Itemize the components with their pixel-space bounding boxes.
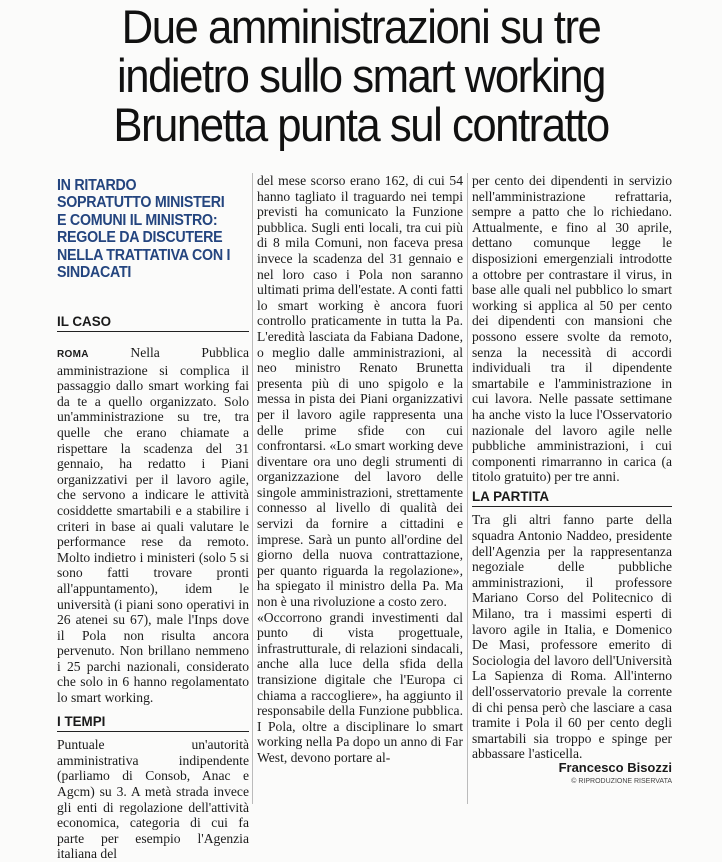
- section-heading-il-caso: IL CASO: [57, 314, 249, 332]
- article-column-3: [472, 173, 672, 760]
- section-heading-la-partita: LA PARTITA: [472, 489, 672, 508]
- article-paragraph: del mese scorso erano 162, di cui 54 hanno tagliato il traguardo nei tempi previsti ha comunicato la Funzione pubblica. Sugli enti locali, tra cui più di 8 mila Comuni, non faceva presa invece la scadenza del 31 gennaio e nel loro caso i Pola non saranno ultimati prima dell'estate. A conti fatti lo smart working è ancora fuori controllo praticamente in tutta la Pa. L'eredità lasciata da Fabiana Dadone, o meglio dalle amministrazioni, al neo ministro Renato Brunetta presenta più di uno spigolo e la messa in pista dei Piani organizzativi per il lavoro agile rappresenta una delle prime sfide con cui confrontarsi. «Lo smart working deve diventare ora uno degli strumenti di organizzazione del lavoro delle singole amministrazioni, strettamente connesso al livello di qualità dei servizi da fornire a cittadini e imprese. Sarà un punto all'ordine del giorno della nuova contrattazione, per quanto riguarda la regolazione», ha spiegato il ministro della Pa. Ma non è una rivoluzione a costo zero.: [257, 173, 463, 610]
- article-column-2: [257, 173, 463, 804]
- column-divider: [467, 173, 468, 804]
- headline-line-2: indietro sullo smart working: [117, 49, 605, 102]
- article-paragraph: per cento dei dipendenti in servizio nell'amministrazione refrattaria, sempre a patto che lo richiedano. Attualmente, e fino al 30 aprile, dettano comunque legge le disposizioni emergenziali introdotte a ottobre per contrastare il virus, in base alle quali nel pubblico lo smart working si applica al 50 per cento dei dipendenti con mansioni che possono essere svolte da remoto, senza la necessità di accordi individuali tra il dipendente smartabile e l'amministrazione in cui lavora. Nelle passate settimane ha anche visto la luce l'Osservatorio nazionale del lavoro agile nelle pubbliche amministrazioni, i cui componenti rimarranno in carica (a titolo gratuito) per tre anni.: [472, 173, 672, 485]
- dateline: ROMA: [57, 349, 89, 360]
- section-heading-i-tempi: I TEMPI: [57, 714, 249, 733]
- headline-line-1: Due amministrazioni su tre: [121, 0, 601, 53]
- summary-kicker: IN RITARDO SOPRATUTTO MINISTERI E COMUNI IL MINISTRO: REGOLE DA DISCUTERE NELLA TRATTATIVA CON I SINDACATI: [57, 177, 231, 282]
- author-byline: Francesco Bisozzi: [558, 760, 672, 775]
- copyright-notice: © RIPRODUZIONE RISERVATA: [571, 778, 672, 785]
- article-column-1: [57, 345, 249, 862]
- column-divider: [252, 173, 253, 804]
- article-paragraph: Tra gli altri fanno parte della squadra Antonio Naddeo, presidente dell'Agenzia per la rappresentanza negoziale delle pubbliche amministrazioni, il professore Mariano Corso del Politecnico di Milano, tra i massimi esperti di lavoro agile in Italia, e Domenico De Masi, professore emerito di Sociologia del lavoro dell'Università La Sapienza di Roma. All'interno dell'osservatorio prevale la corrente di chi pensa però che lasciare a casa tramite i Pola il 60 per cento degli smartabili sia troppo e spinge per abbassare l'asticella.: [472, 512, 672, 762]
- article-paragraph: [57, 345, 249, 706]
- headline: [0, 2, 722, 149]
- article-text: Nella Pubblica amministrazione si complica il passaggio dallo smart working fai da te a quello organizzato. Solo un'amministrazione su tre, tra quelle che erano chiamate a rispettare la scadenza del 31 gennaio, ha redatto i Piani organizzativi per il lavoro agile, che servono a indicare le attività cosiddette smartabili e a stabilire i criteri in base ai quali valutare le performance rese da remoto. Molto indietro i ministeri (solo 5 si sono fatti trovare pronti all'appuntamento), idem le università (i piani sono operativi in 26 atenei su 67), male l'Inps dove il Pola non risulta ancora pervenuto. Non brillano nemmeno i 25 parchi nazionali, considerato che solo in 6 hanno regolamentato lo smart working.: [57, 345, 249, 706]
- article-paragraph: «Occorrono grandi investimenti dal punto di vista progettuale, infrastrutturale, di relazioni sindacali, anche alla luce della sfida della transizione digitale che l'Europa ci chiama a raccogliere», ha aggiunto il responsabile della Funzione pubblica. I Pola, oltre a disciplinare lo smart working nella Pa dopo un anno di Far West, devono portare al-: [257, 609, 463, 765]
- article-paragraph: Puntuale un'autorità amministrativa indipendente (parliamo di Consob, Anac e Agcm) su 3. A metà strada invece gli enti di regolazione dell'attività economica, categoria di cui fa parte per esempio l'Agenzia italiana del: [57, 737, 249, 862]
- headline-line-3: Brunetta punta sul contratto: [113, 98, 609, 151]
